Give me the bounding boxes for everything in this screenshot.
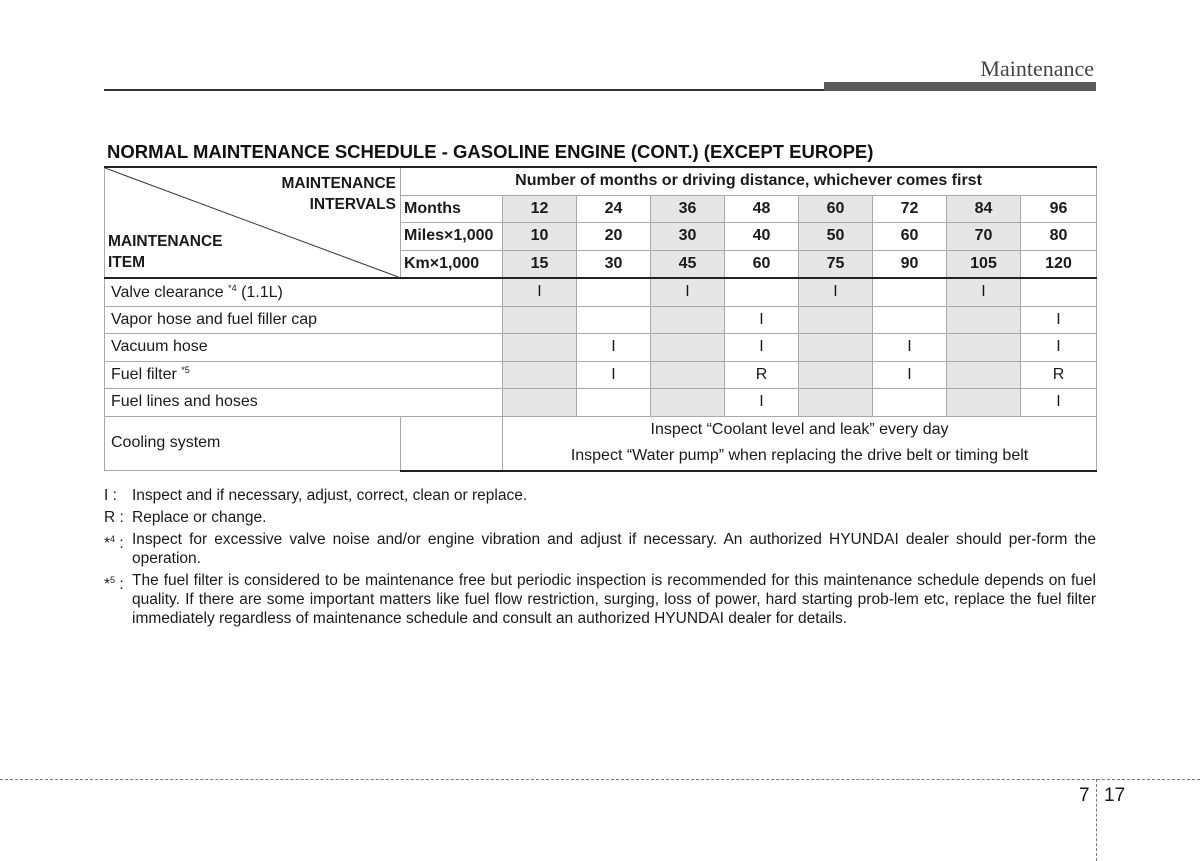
schedule-cell — [873, 278, 947, 306]
interval-value: 45 — [651, 250, 725, 278]
schedule-cell — [651, 361, 725, 389]
interval-value: 30 — [577, 250, 651, 278]
page-number: 17 — [1104, 785, 1126, 806]
footnote-text: Inspect and if necessary, adjust, correct, clean or replace. — [132, 487, 528, 504]
schedule-cell — [799, 306, 873, 334]
schedule-cell — [799, 389, 873, 417]
schedule-cell: I — [873, 334, 947, 362]
interval-value: 60 — [799, 195, 873, 223]
table-row — [105, 306, 1097, 334]
schedule-cell — [651, 334, 725, 362]
schedule-cell — [577, 278, 651, 306]
footnote-ref: *4 — [228, 282, 237, 293]
interval-value: 40 — [725, 223, 799, 251]
corner-top-line-1: MAINTENANCE — [281, 175, 396, 192]
chapter-number: 7 — [1079, 785, 1090, 806]
schedule-cell — [503, 361, 577, 389]
schedule-cell — [503, 334, 577, 362]
footnotes — [104, 486, 1096, 631]
corner-top-line-2: INTERVALS — [309, 196, 396, 213]
unit-label: Km×1,000 — [401, 250, 503, 278]
item-label: Fuel filter $^{*5}$ — [105, 361, 503, 389]
interval-span-header: Number of months or driving distance, whichever comes first — [401, 167, 1097, 195]
footnote-mark: I : — [104, 487, 117, 504]
interval-value: 30 — [651, 223, 725, 251]
interval-value: 10 — [503, 223, 577, 251]
interval-value: 36 — [651, 195, 725, 223]
schedule-cell: I — [503, 278, 577, 306]
schedule-cell: I — [1021, 306, 1097, 334]
footnote — [104, 486, 1096, 505]
schedule-cell — [577, 306, 651, 334]
schedule-cell: I — [1021, 389, 1097, 417]
section-title: NORMAL MAINTENANCE SCHEDULE - GASOLINE ENGINE (CONT.) (EXCEPT EUROPE) — [107, 141, 874, 162]
footnote-text: Inspect for excessive valve noise and/or engine vibration and adjust if necessary. An authorized HYUNDAI dealer should per-form the operation. — [132, 531, 1096, 567]
header-rule — [104, 89, 824, 91]
table-row — [105, 278, 1097, 306]
header-rule-bar — [824, 82, 1096, 91]
item-label: Vapor hose and fuel filler cap — [105, 306, 503, 334]
footer-divider — [1096, 779, 1097, 861]
schedule-cell: R — [725, 361, 799, 389]
schedule-cell — [651, 306, 725, 334]
footnote-mark: *$^4$ : — [104, 534, 124, 552]
interval-value: 84 — [947, 195, 1021, 223]
item-label: Fuel lines and hoses — [105, 389, 503, 417]
footnote-ref: *5 — [181, 365, 190, 376]
schedule-cell — [503, 306, 577, 334]
item-label: Vacuum hose — [105, 334, 503, 362]
table-corner-header — [105, 167, 401, 278]
footer-rule — [0, 779, 1200, 780]
table-row — [105, 334, 1097, 362]
interval-value: 20 — [577, 223, 651, 251]
schedule-cell: I — [873, 361, 947, 389]
schedule-cell — [503, 389, 577, 417]
corner-bottom-line-2: ITEM — [108, 254, 146, 271]
schedule-cell — [947, 389, 1021, 417]
table-row — [105, 361, 1097, 389]
interval-value: 80 — [1021, 223, 1097, 251]
schedule-cell — [947, 334, 1021, 362]
schedule-cell: I — [651, 278, 725, 306]
interval-value: 15 — [503, 250, 577, 278]
cooling-line-1: Inspect “Coolant level and leak” every day — [503, 416, 1097, 443]
schedule-cell — [651, 389, 725, 417]
item-label: Valve clearance $^{*4}$ (1.1L) — [105, 278, 503, 306]
interval-value: 60 — [873, 223, 947, 251]
corner-bottom-line-1: MAINTENANCE — [108, 233, 223, 250]
interval-value: 70 — [947, 223, 1021, 251]
schedule-cell — [1021, 278, 1097, 306]
unit-label: Months — [401, 195, 503, 223]
schedule-cell: R — [1021, 361, 1097, 389]
footnote — [104, 571, 1096, 628]
footnote-mark: R : — [104, 509, 124, 526]
schedule-cell: I — [947, 278, 1021, 306]
footnote — [104, 508, 1096, 527]
footnote-mark: *$^5$ : — [104, 575, 124, 593]
interval-value: 24 — [577, 195, 651, 223]
schedule-cell — [725, 278, 799, 306]
schedule-cell — [799, 334, 873, 362]
interval-value: 120 — [1021, 250, 1097, 278]
running-header: Maintenance — [980, 56, 1094, 81]
table-row-cooling — [105, 416, 1097, 443]
table-row — [105, 389, 1097, 417]
footnote — [104, 530, 1096, 568]
interval-value: 12 — [503, 195, 577, 223]
unit-label: Miles×1,000 — [401, 223, 503, 251]
interval-value: 48 — [725, 195, 799, 223]
interval-value: 60 — [725, 250, 799, 278]
maintenance-schedule-table — [104, 166, 1097, 472]
interval-value: 105 — [947, 250, 1021, 278]
schedule-cell: I — [725, 334, 799, 362]
schedule-cell — [947, 306, 1021, 334]
interval-value: 72 — [873, 195, 947, 223]
interval-value: 90 — [873, 250, 947, 278]
schedule-cell: I — [799, 278, 873, 306]
schedule-cell — [873, 389, 947, 417]
cooling-item-label: Cooling system — [105, 416, 401, 471]
schedule-cell: I — [725, 306, 799, 334]
schedule-cell — [799, 361, 873, 389]
schedule-cell: I — [725, 389, 799, 417]
interval-value: 75 — [799, 250, 873, 278]
interval-value: 50 — [799, 223, 873, 251]
footnote-text: The fuel filter is considered to be maintenance free but periodic inspection is recommended for this maintenance schedule depends on fuel quality. If there are some important matters like fuel flow restriction, surging, loss of power, hard starting prob-lem etc, replace the fuel filter immediately regardless of maintenance schedule and consult an authorized HYUNDAI dealer for details. — [132, 572, 1096, 627]
schedule-cell: I — [577, 334, 651, 362]
interval-value: 96 — [1021, 195, 1097, 223]
cooling-line-2: Inspect “Water pump” when replacing the drive belt or timing belt — [503, 443, 1097, 471]
schedule-cell: I — [577, 361, 651, 389]
schedule-cell — [577, 389, 651, 417]
schedule-cell: I — [1021, 334, 1097, 362]
footnote-text: Replace or change. — [132, 509, 267, 526]
schedule-cell — [947, 361, 1021, 389]
schedule-cell — [873, 306, 947, 334]
